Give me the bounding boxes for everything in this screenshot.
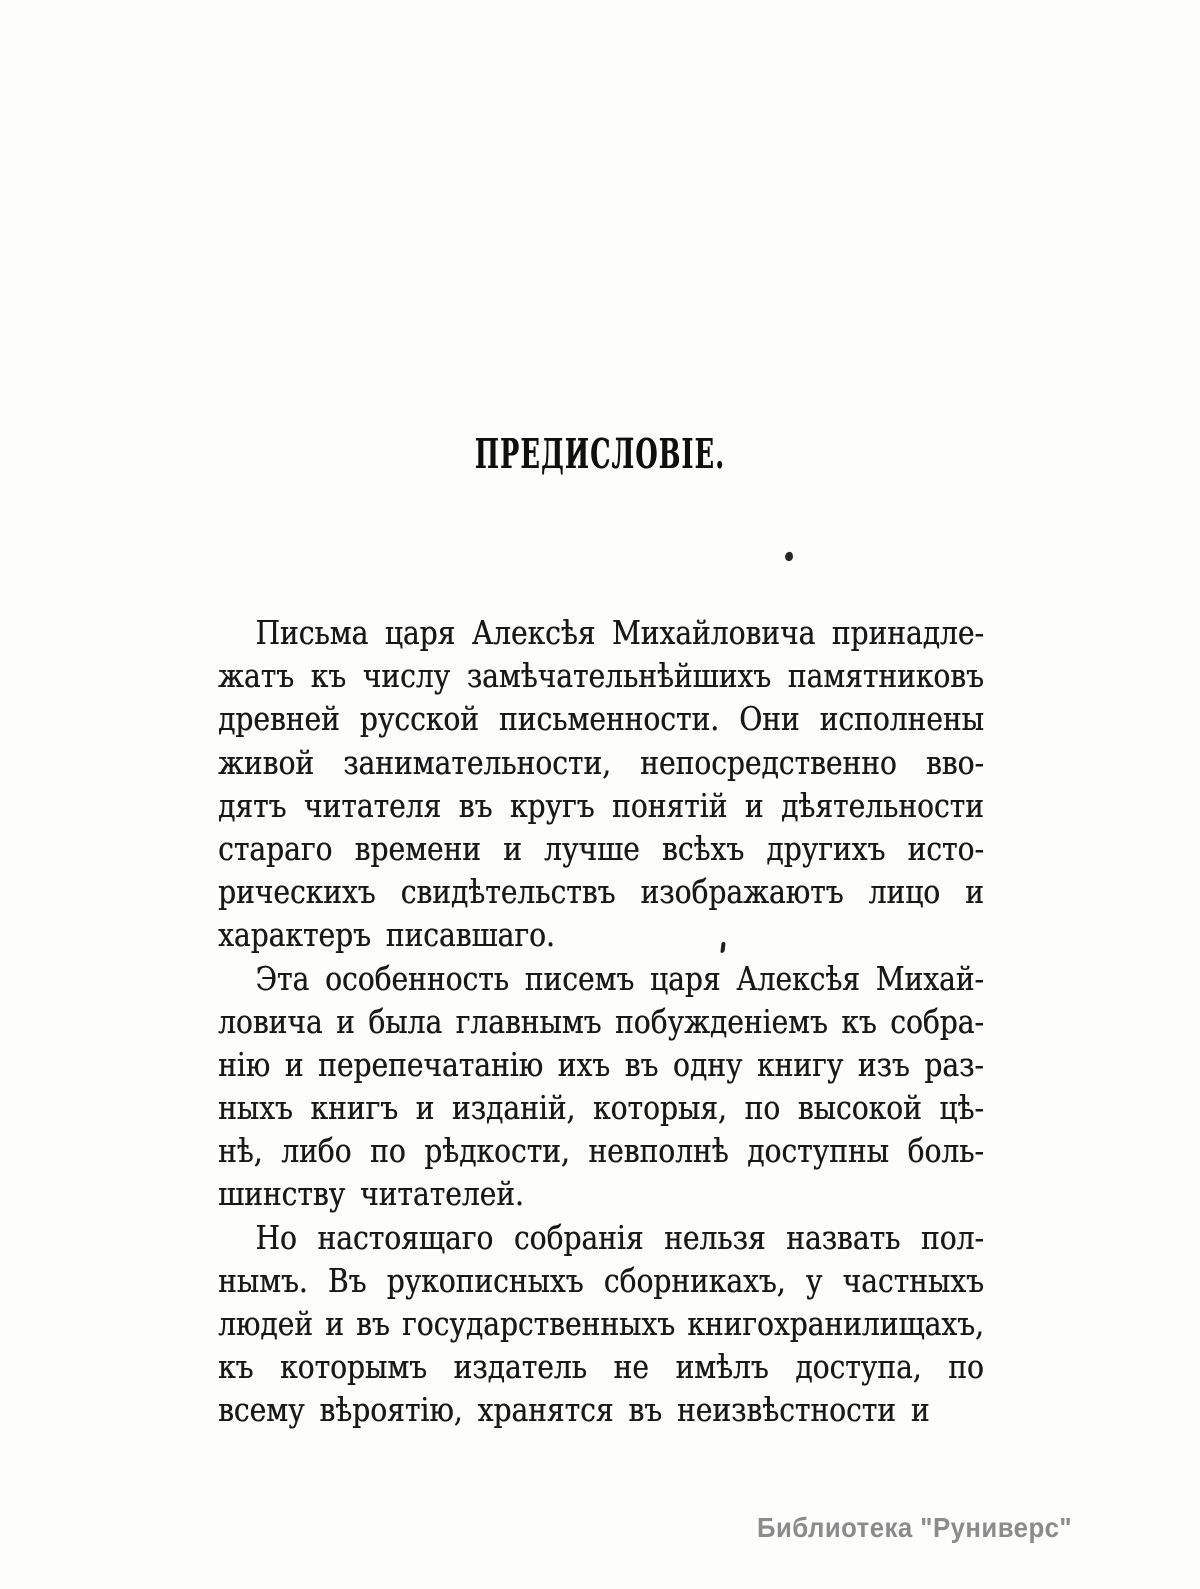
text-line: Письма царя Алексѣя Михайловича принадле- [255, 613, 984, 652]
text-line: живой занимательности, непосредственно вво- [218, 742, 984, 782]
library-watermark: Библиотека "Руниверс" [757, 1512, 1073, 1543]
text-line: жатъ къ числу замѣчательнѣйшихъ памятниковъ [218, 656, 984, 696]
page-title: ПРЕДИСЛОВІЕ. [474, 430, 726, 478]
text-line: стараго времени и лучше всѣхъ другихъ исто- [218, 828, 984, 868]
text-line: ловича и была главнымъ побужденіемъ къ собра- [218, 1001, 984, 1041]
body-text [218, 611, 984, 1432]
text-line: шинству читателей. [218, 1174, 524, 1214]
text-line: всему вѣроятію, хранятся въ неизвѣстности и [218, 1390, 930, 1430]
text-line: нымъ. Въ рукописныхъ сборникахъ, у частныхъ [218, 1260, 984, 1300]
text-line: нѣ, либо по рѣдкости, невполнѣ доступны боль- [218, 1131, 984, 1171]
ink-speck [784, 551, 794, 561]
text-line: людей и въ государственныхъ книгохранилищахъ, [218, 1304, 984, 1343]
text-line: Эта особенность писемъ царя Алексѣя Михай- [255, 958, 984, 998]
text-line: рическихъ свидѣтельствъ изображаютъ лицо и [218, 872, 984, 912]
text-line: нію и перепечатанію ихъ въ одну книгу изъ раз- [218, 1044, 984, 1084]
text-line: ныхъ книгъ и изданій, которыя, по высокой цѣ- [218, 1088, 984, 1128]
text-line: Но настоящаго собранія нельзя назвать пол- [255, 1217, 984, 1257]
text-line: древней русской письменности. Они исполнены [218, 699, 984, 739]
text-line: дятъ читателя въ кругъ понятій и дѣятельности [218, 785, 984, 825]
page-title-row [0, 430, 1200, 487]
text-line: къ которымъ издатель не имѣлъ доступа, по [218, 1347, 984, 1387]
text-line: характеръ писавшаго. [218, 915, 555, 955]
